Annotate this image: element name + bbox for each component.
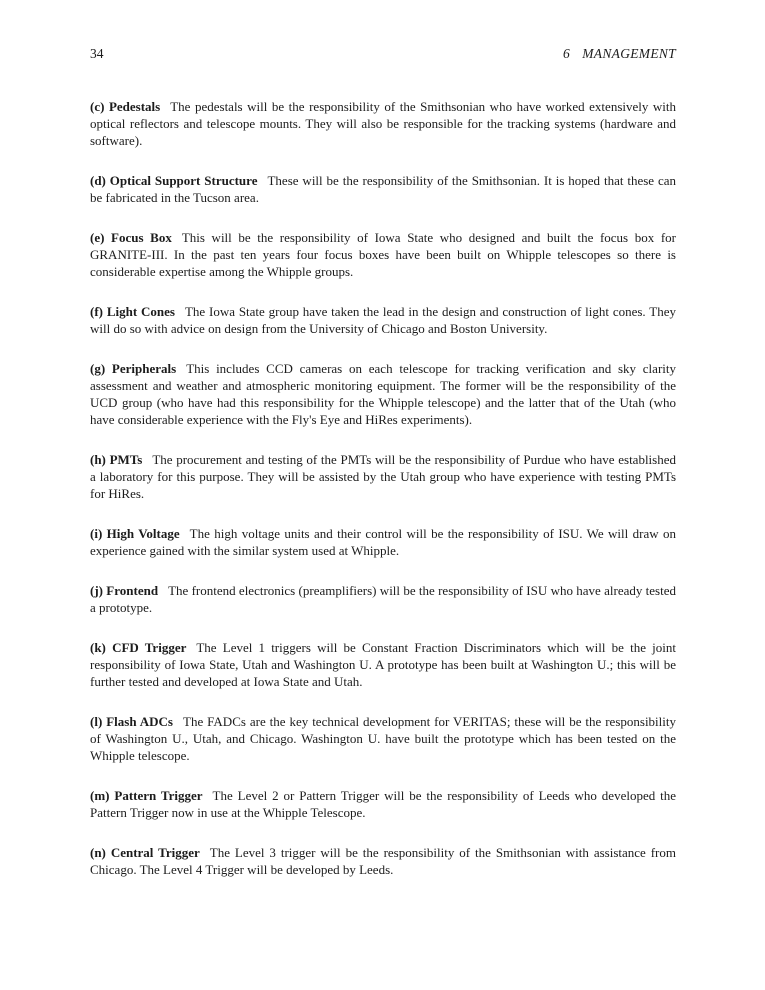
item-body: The Level 2 or Pattern Trigger will be the responsibility of Leeds who developed the Pattern Trigger now in use at the Whipple Telescope. bbox=[90, 788, 677, 820]
item-cfd-trigger bbox=[90, 639, 676, 690]
item-label: (i) High Voltage bbox=[90, 526, 180, 541]
item-optical-support-structure bbox=[90, 172, 676, 206]
section-number: 6 bbox=[563, 46, 571, 61]
page-body bbox=[90, 98, 676, 878]
item-body: The frontend electronics (preamplifiers) will be the responsibility of ISU who have already tested a prototype. bbox=[90, 583, 676, 615]
section-title: MANAGEMENT bbox=[582, 46, 676, 61]
item-body: These will be the responsibility of the Smithsonian. It is hoped that these can be fabricated in the Tucson area. bbox=[90, 173, 677, 205]
item-body: The pedestals will be the responsibility of the Smithsonian who have worked extensively with optical reflectors and telescope mounts. They will also be responsible for the tracking systems (hardware and software). bbox=[90, 99, 677, 148]
item-body: This includes CCD cameras on each telescope for tracking verification and sky clarity assessment and weather and atmospheric monitoring equipment. The former will be the responsibility of the UCD group (who have had this responsibility for the Whipple telescope) and the latter that of the Utah (who have considerable experience with the Fly's Eye and HiRes experiments). bbox=[90, 361, 676, 427]
item-label: (c) Pedestals bbox=[90, 99, 161, 114]
item-pedestals bbox=[90, 98, 676, 149]
item-label: (m) Pattern Trigger bbox=[90, 788, 203, 803]
item-body: The Level 1 triggers will be Constant Fraction Discriminators which will be the joint responsibility of Iowa State, Utah and Washington U. A prototype has been built at Washington U.; this will be further tested and developed at Iowa State and Utah. bbox=[90, 640, 676, 689]
item-label: (d) Optical Support Structure bbox=[90, 173, 258, 188]
item-label: (e) Focus Box bbox=[90, 230, 172, 245]
item-body: The Level 3 trigger will be the responsibility of the Smithsonian with assistance from Chicago. The Level 4 Trigger will be developed by Leeds. bbox=[90, 845, 677, 877]
item-pmts bbox=[90, 451, 676, 502]
item-body: This will be the responsibility of Iowa State who designed and built the focus box for GRANITE-III. In the past ten years four focus boxes have been built on Whipple telescopes so there is considerable expertise among the Whipple groups. bbox=[90, 230, 676, 279]
item-label: (l) Flash ADCs bbox=[90, 714, 173, 729]
item-label: (g) Peripherals bbox=[90, 361, 177, 376]
item-peripherals bbox=[90, 360, 676, 428]
item-label: (h) PMTs bbox=[90, 452, 143, 467]
item-label: (k) CFD Trigger bbox=[90, 640, 187, 655]
item-pattern-trigger bbox=[90, 787, 676, 821]
item-frontend bbox=[90, 582, 676, 616]
page-number: 34 bbox=[90, 46, 104, 61]
item-focus-box bbox=[90, 229, 676, 280]
item-body: The procurement and testing of the PMTs will be the responsibility of Purdue who have established a laboratory for this purpose. They will be assisted by the Utah group who have experience with testing PMTs for HiRes. bbox=[90, 452, 676, 501]
running-head bbox=[90, 46, 676, 62]
section-heading bbox=[563, 46, 676, 62]
item-flash-adcs bbox=[90, 713, 676, 764]
item-high-voltage bbox=[90, 525, 676, 559]
item-label: (n) Central Trigger bbox=[90, 845, 200, 860]
item-body: The FADCs are the key technical development for VERITAS; these will be the responsibility of Washington U., Utah, and Chicago. Washington U. have built the prototype which has been tested on the Whipple telescope. bbox=[90, 714, 676, 763]
item-body: The high voltage units and their control will be the responsibility of ISU. We will draw on experience gained with the similar system used at Whipple. bbox=[90, 526, 676, 558]
item-light-cones bbox=[90, 303, 676, 337]
item-label: (f) Light Cones bbox=[90, 304, 175, 319]
item-body: The Iowa State group have taken the lead in the design and construction of light cones. They will do so with advice on design from the University of Chicago and Boston University. bbox=[90, 304, 676, 336]
item-central-trigger bbox=[90, 844, 676, 878]
item-label: (j) Frontend bbox=[90, 583, 159, 598]
